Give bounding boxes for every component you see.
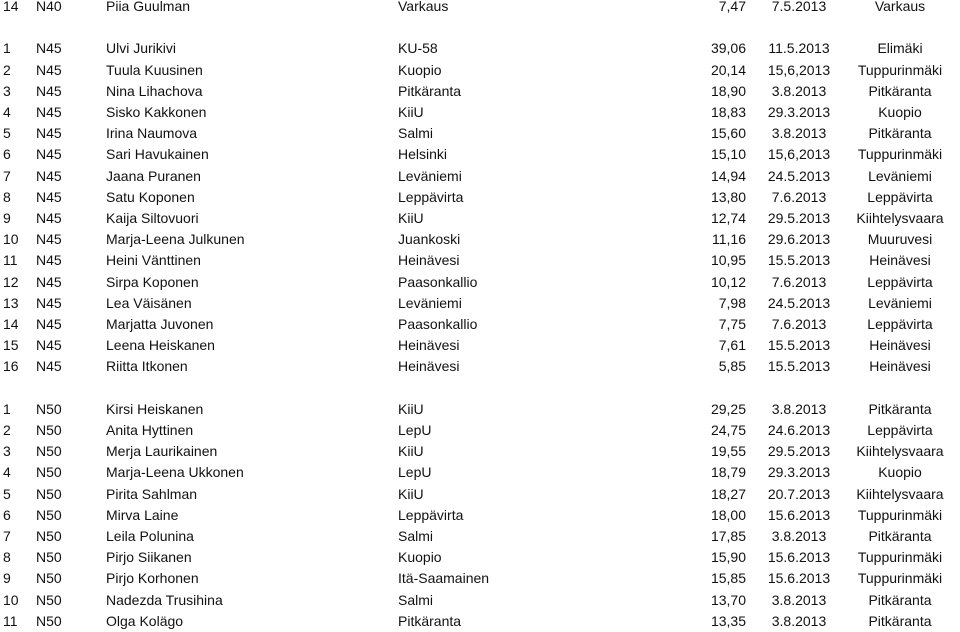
rank-cell: 1: [3, 400, 11, 417]
venue-cell: Kuopio: [878, 464, 922, 481]
club-cell: Salmi: [398, 591, 434, 608]
club-cell: LepU: [398, 422, 432, 438]
athlete-name-cell: Sisko Kakkonen: [106, 104, 207, 120]
club-cell: Salmi: [398, 528, 434, 544]
rank-cell: 2: [3, 422, 11, 438]
athlete-name-cell: Anita Hyttinen: [106, 422, 194, 438]
athlete-name-cell: Nina Lihachova: [106, 82, 203, 99]
class-cell: N50: [36, 506, 62, 523]
rank-cell: 4: [3, 104, 11, 120]
club-cell: Itä-Saamainen: [398, 570, 490, 587]
venue-cell: Pitkäranta: [868, 400, 932, 417]
athlete-name-cell: Kaija Siltovuori: [106, 210, 199, 226]
class-cell: N45: [36, 167, 62, 184]
venue-cell: Varkaus: [874, 0, 926, 14]
class-cell: N45: [36, 61, 62, 78]
date-cell: 29.3.2013: [767, 464, 831, 481]
table-row: [0, 166, 960, 187]
date-cell: 3.8.2013: [771, 82, 827, 99]
class-cell: N45: [36, 146, 62, 163]
club-cell: LepU: [398, 464, 432, 481]
class-cell: N45: [36, 294, 62, 311]
date-cell: 3.8.2013: [771, 591, 827, 608]
athlete-name-cell: Satu Koponen: [106, 188, 195, 205]
date-cell: 3.8.2013: [771, 400, 827, 417]
athlete-name-cell: Marja-Leena Ukkonen: [106, 464, 244, 481]
class-cell: N45: [36, 82, 62, 99]
result-cell: 15,10: [710, 146, 746, 163]
date-cell: 15.5.2013: [767, 337, 831, 354]
table-row: [0, 102, 960, 123]
club-cell: Leväniemi: [398, 167, 462, 184]
club-cell: Paasonkallio: [398, 273, 478, 290]
result-cell: 15,60: [710, 125, 746, 142]
venue-cell: Kiihtelysvaara: [856, 485, 944, 502]
table-row: [0, 484, 960, 505]
result-cell: 7,47: [718, 0, 746, 14]
class-cell: N45: [36, 231, 62, 248]
venue-cell: Leväniemi: [868, 294, 932, 311]
rank-cell: 4: [3, 464, 11, 481]
date-cell: 29.3.2013: [767, 104, 831, 120]
date-cell: 20.7.2013: [767, 485, 831, 502]
table-row: [0, 462, 960, 483]
club-cell: Varkaus: [398, 0, 449, 14]
result-cell: 5,85: [718, 358, 746, 375]
result-cell: 39,06: [710, 40, 746, 57]
rank-cell: 11: [3, 252, 18, 269]
date-cell: 24.5.2013: [767, 167, 831, 184]
class-cell: N50: [36, 400, 62, 417]
venue-cell: Heinävesi: [869, 358, 931, 375]
club-cell: Heinävesi: [398, 337, 460, 354]
class-cell: N40: [36, 0, 62, 14]
result-cell: 10,95: [710, 252, 746, 269]
rank-cell: 16: [3, 358, 19, 375]
table-row: [0, 60, 960, 81]
table-row: [0, 208, 960, 229]
club-cell: KiiU: [398, 443, 424, 460]
athlete-name-cell: Merja Laurikainen: [106, 443, 218, 460]
rank-cell: 10: [3, 591, 19, 608]
athlete-name-cell: Sirpa Koponen: [106, 273, 199, 290]
class-cell: N45: [36, 316, 62, 332]
athlete-name-cell: Piia Guulman: [106, 0, 191, 14]
venue-cell: Pitkäranta: [868, 125, 932, 142]
table-row: [0, 144, 960, 165]
class-cell: N50: [36, 549, 62, 566]
table-row: [0, 250, 960, 271]
rank-cell: 8: [3, 188, 11, 205]
class-cell: N45: [36, 210, 62, 226]
table-row: [0, 335, 960, 356]
result-cell: 15,90: [710, 549, 746, 566]
date-cell: 29.6.2013: [767, 231, 831, 248]
table-row: [0, 314, 960, 335]
table-row: [0, 272, 960, 293]
result-cell: 10,12: [710, 273, 746, 290]
date-cell: 15,6,2013: [767, 146, 831, 163]
result-cell: 15,85: [710, 570, 746, 587]
venue-cell: Pitkäranta: [868, 528, 932, 544]
date-cell: 11.5.2013: [768, 40, 830, 57]
athlete-name-cell: Riitta Itkonen: [106, 358, 188, 375]
date-cell: 15.6.2013: [767, 549, 831, 566]
club-cell: KiiU: [398, 104, 424, 120]
rank-cell: 5: [3, 485, 11, 502]
rank-cell: 14: [3, 316, 19, 332]
club-cell: Leväniemi: [398, 294, 462, 311]
result-cell: 14,94: [710, 167, 746, 184]
table-row: [0, 0, 960, 17]
table-row: [0, 38, 960, 59]
athlete-name-cell: Ulvi Jurikivi: [106, 40, 176, 57]
class-cell: N45: [36, 125, 62, 142]
result-cell: 12,74: [710, 210, 746, 226]
date-cell: 7.6.2013: [771, 273, 827, 290]
venue-cell: Tuppurinmäki: [857, 146, 943, 163]
venue-cell: Muuruvesi: [867, 231, 933, 248]
table-row: [0, 123, 960, 144]
club-cell: Pitkäranta: [398, 612, 462, 629]
result-cell: 11,16: [712, 231, 746, 248]
club-cell: Kuopio: [398, 61, 442, 78]
table-row: [0, 568, 960, 589]
athlete-name-cell: Pirita Sahlman: [106, 485, 198, 502]
date-cell: 24.6.2013: [767, 422, 831, 438]
club-cell: KU-58: [398, 40, 438, 57]
venue-cell: Pitkäranta: [868, 591, 932, 608]
rank-cell: 8: [3, 549, 11, 566]
club-cell: Leppävirta: [398, 188, 464, 205]
class-cell: N45: [36, 104, 62, 120]
athlete-name-cell: Lea Väisänen: [106, 294, 192, 311]
rank-cell: 7: [3, 167, 11, 184]
venue-cell: Tuppurinmäki: [857, 549, 943, 566]
rank-cell: 13: [3, 294, 19, 311]
class-cell: N45: [36, 252, 62, 269]
club-cell: Salmi: [398, 125, 434, 142]
venue-cell: Leppävirta: [867, 273, 933, 290]
date-cell: 15.6.2013: [767, 570, 831, 587]
venue-cell: Tuppurinmäki: [857, 61, 943, 78]
result-cell: 7,61: [718, 337, 746, 354]
club-cell: KiiU: [398, 210, 424, 226]
athlete-name-cell: Sari Havukainen: [106, 146, 209, 163]
venue-cell: Heinävesi: [869, 337, 931, 354]
table-row: [0, 526, 960, 547]
table-row: [0, 441, 960, 462]
class-cell: N50: [36, 570, 62, 587]
class-cell: N50: [36, 485, 62, 502]
rank-cell: 7: [3, 528, 11, 544]
result-cell: 17,85: [710, 528, 746, 544]
table-row: [0, 399, 960, 420]
date-cell: 7.6.2013: [771, 188, 827, 205]
athlete-name-cell: Marja-Leena Julkunen: [106, 231, 245, 248]
athlete-name-cell: Tuula Kuusinen: [106, 61, 203, 78]
rank-cell: 9: [3, 570, 11, 587]
table-row: [0, 187, 960, 208]
rank-cell: 9: [3, 210, 11, 226]
athlete-name-cell: Irina Naumova: [106, 125, 198, 142]
result-cell: 18,27: [710, 485, 746, 502]
table-row: [0, 611, 960, 632]
class-cell: N50: [36, 443, 62, 460]
table-row: [0, 590, 960, 611]
venue-cell: Elimäki: [877, 40, 923, 57]
club-cell: Helsinki: [398, 146, 448, 163]
athlete-name-cell: Marjatta Juvonen: [106, 316, 214, 332]
date-cell: 29.5.2013: [767, 210, 831, 226]
rank-cell: 15: [3, 337, 19, 354]
rank-cell: 14: [3, 0, 19, 14]
table-row: [0, 229, 960, 250]
class-cell: N50: [36, 612, 62, 629]
result-cell: 24,75: [710, 422, 746, 438]
result-cell: 7,75: [718, 316, 746, 332]
result-cell: 13,35: [710, 612, 746, 629]
date-cell: 3.8.2013: [771, 125, 827, 142]
date-cell: 15.6.2013: [767, 506, 831, 523]
rank-cell: 10: [3, 231, 19, 248]
athlete-name-cell: Pirjo Siikanen: [106, 549, 192, 566]
date-cell: 7.5.2013: [771, 0, 827, 14]
class-cell: N50: [36, 591, 62, 608]
club-cell: Heinävesi: [398, 358, 460, 375]
athlete-name-cell: Heini Vänttinen: [106, 252, 201, 269]
class-cell: N45: [36, 40, 62, 57]
class-cell: N45: [36, 337, 62, 354]
club-cell: Leppävirta: [398, 506, 464, 523]
venue-cell: Leppävirta: [867, 422, 933, 438]
club-cell: Paasonkallio: [398, 316, 478, 332]
rank-cell: 12: [3, 273, 19, 290]
table-row: [0, 81, 960, 102]
result-cell: 13,80: [710, 188, 746, 205]
result-cell: 19,55: [710, 443, 746, 460]
venue-cell: Tuppurinmäki: [857, 506, 943, 523]
result-cell: 18,00: [710, 506, 746, 523]
venue-cell: Leppävirta: [867, 316, 933, 332]
date-cell: 15.5.2013: [767, 252, 831, 269]
athlete-name-cell: Pirjo Korhonen: [106, 570, 199, 587]
date-cell: 29.5.2013: [767, 443, 831, 460]
rank-cell: 2: [3, 61, 11, 78]
table-row: [0, 293, 960, 314]
date-cell: 15,6,2013: [767, 61, 831, 78]
athlete-name-cell: Leila Polunina: [106, 528, 194, 544]
club-cell: Kuopio: [398, 549, 442, 566]
result-cell: 18,79: [710, 464, 746, 481]
table-row: [0, 505, 960, 526]
date-cell: 24.5.2013: [767, 294, 831, 311]
rank-cell: 3: [3, 82, 11, 99]
venue-cell: Leppävirta: [867, 188, 933, 205]
date-cell: 3.8.2013: [771, 612, 827, 629]
class-cell: N45: [36, 273, 62, 290]
club-cell: Pitkäranta: [398, 82, 462, 99]
class-cell: N50: [36, 464, 62, 481]
result-cell: 18,83: [710, 104, 746, 120]
venue-cell: Leväniemi: [868, 167, 932, 184]
class-cell: N45: [36, 188, 62, 205]
venue-cell: Kiihtelysvaara: [856, 210, 944, 226]
athlete-name-cell: Nadezda Trusihina: [106, 591, 223, 608]
date-cell: 7.6.2013: [771, 316, 827, 332]
athlete-name-cell: Leena Heiskanen: [106, 337, 215, 354]
athlete-name-cell: Olga Kolägo: [106, 612, 184, 629]
result-cell: 7,98: [718, 294, 746, 311]
club-cell: Heinävesi: [398, 252, 460, 269]
club-cell: KiiU: [398, 400, 424, 417]
athlete-name-cell: Kirsi Heiskanen: [106, 400, 204, 417]
class-cell: N50: [36, 528, 62, 544]
venue-cell: Pitkäranta: [868, 82, 932, 99]
table-row: [0, 420, 960, 441]
rank-cell: 11: [3, 612, 18, 629]
table-row: [0, 356, 960, 377]
athlete-name-cell: Mirva Laine: [106, 506, 179, 523]
result-cell: 20,14: [710, 61, 746, 78]
rank-cell: 6: [3, 506, 11, 523]
club-cell: KiiU: [398, 485, 424, 502]
venue-cell: Kiihtelysvaara: [856, 443, 944, 460]
athlete-name-cell: Jaana Puranen: [106, 167, 201, 184]
rank-cell: 6: [3, 146, 11, 163]
result-cell: 29,25: [710, 400, 746, 417]
date-cell: 3.8.2013: [771, 528, 827, 544]
club-cell: Juankoski: [398, 231, 461, 248]
rank-cell: 3: [3, 443, 11, 460]
class-cell: N50: [36, 422, 62, 438]
venue-cell: Pitkäranta: [868, 612, 932, 629]
rank-cell: 1: [3, 40, 11, 57]
result-cell: 13,70: [710, 591, 746, 608]
venue-cell: Heinävesi: [869, 252, 931, 269]
venue-cell: Kuopio: [878, 104, 922, 120]
rank-cell: 5: [3, 125, 11, 142]
class-cell: N45: [36, 358, 62, 375]
venue-cell: Tuppurinmäki: [857, 570, 943, 587]
table-row: [0, 547, 960, 568]
result-cell: 18,90: [710, 82, 746, 99]
date-cell: 15.5.2013: [767, 358, 831, 375]
